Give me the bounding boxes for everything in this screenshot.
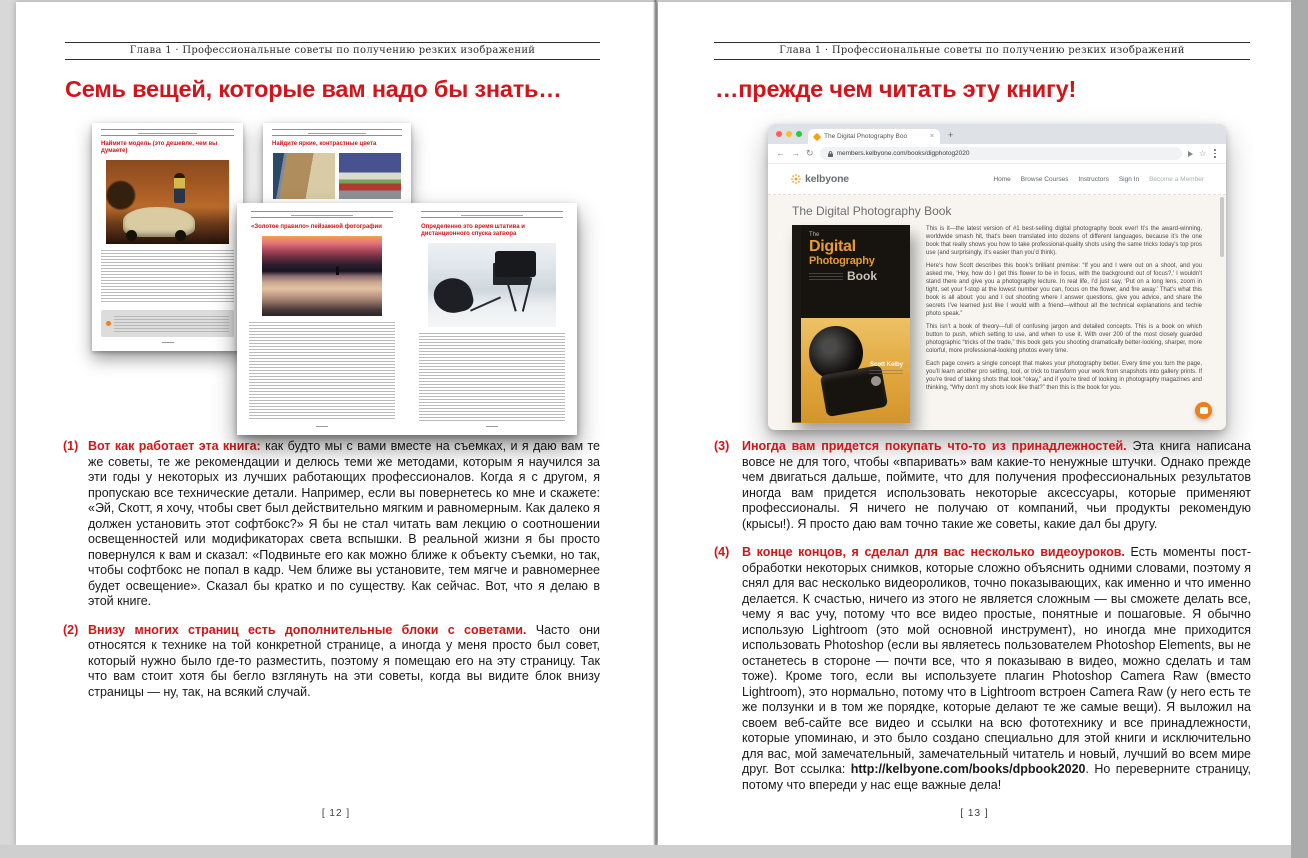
cover-author-lines [869,370,903,376]
zoom-window-button[interactable] [796,131,802,137]
cover-photography: Photography [809,255,875,267]
kelbyone-page-content [768,195,1226,430]
mini-body-text [419,333,565,421]
silhouette-figure [336,266,339,275]
paragraph-text: В конце концов, я сделал для вас несколько видеоуроков. Есть моменты пост-обработки некоторых снимков, которые сложно объяснить одними словами, поэтому я снял для вас несколько видеороликов, точно показывающих, как именно и что именно делается. К счастью, ничего из этого не является сложным — вы сможете делать все, чему я вас учу, потому что все видео простые, понятные и пошаговые. Я обычно использую Lightroom (это мой основной инструмент), но иногда мне приходится использовать Photoshop (если вы являетесь пользователем Photoshop Elements, вы не останетесь в стороне — почти все, что я показываю в видео, можно сделать и там тоже). Кроме того, если вы используете плагин Photoshop Camera Raw (вместо Lightroom), это нормально, потому что в Lightroom встроен Camera Raw (у него есть те же ползунки и в том же порядке, которые делают те же самые вещи). Я выложил на своем веб-сайте все видео и ссылки на всю фототехнику и все принадлежности, которые упоминаю, и это было создано специально для этой книги и исключительно для вас, мой замечательный, замечательный читатель и новый, лучший во всем мире друг. Вот ссылка: http://kelbyone.com/books/dpbook2020. Но переверните страницу, потому что впереди у нас еще важные дела! [742,545,1252,792]
mini-page-number [486,426,498,427]
lock-icon [828,151,833,157]
right-page-title: …прежде чем читать эту книгу! [715,76,1077,102]
chat-button[interactable] [1195,402,1212,419]
paragraph-number: (3) [714,439,730,453]
scrollbar[interactable] [1220,197,1224,257]
tripod-leg [506,277,518,311]
kelbyone-nav [993,176,1204,183]
book-pages-collage [85,120,575,438]
mini-headline: «Золотое правило» пейзажной фотографии [251,224,382,230]
browser-menu-icon[interactable] [1212,149,1218,157]
tripod-leg [522,277,532,312]
mini-body-text [101,250,234,304]
cover-digital: Digital [809,238,856,255]
paragraph-text: Вот как работает эта книга: как будто мы с вами вместе на съемках, и я даю вам те же советы, те же рекомендации и делюсь теми же методами, которым я научился за эти годы у некоторых из лучших работающих профессионалов. Когда я с другом, я пропускаю все технические детали. Например, если вы повернетесь ко мне и скажете: «Эй, Скотт, я хочу, чтобы свет был действительно мягким и равномерным. Как далеко я должен установить этот софтбокс?» Я бы не стал читать вам лекцию о соотношении освещенностей или модификаторах света вспышки. В реальной жизни я бы просто повернулся к вам и сказал: «Подвиньте его как можно ближе к объекту съемки, но так, чтобы софтбокс не попал в кадр. Чем ближе вы установите, тем мягче и равномернее будет освещение». Сказал бы кратко и по существу. Как сейчас. Вот, что я делаю в этой книге. [88,439,600,608]
browser-window-screenshot [768,124,1226,430]
mini-headline: Наймите модель (это дешевле, чем вы думаете) [101,141,218,154]
scooter-wheel [175,230,186,241]
nav-link[interactable]: Sign In [1118,175,1140,183]
mini-chapter-header [101,129,234,136]
tip-icon [106,321,111,326]
browser-tab[interactable] [808,129,940,144]
mini-open-spread [237,203,577,435]
paragraph-1 [63,439,600,610]
mini-chapter-header [251,211,393,218]
url-text: members.kelbyone.com/books/digphotog2020 [836,150,970,157]
background-bottom-strip [0,845,1291,858]
forward-icon[interactable]: → [791,148,800,158]
remote-cord [470,296,501,311]
background-right-strip [1291,0,1308,858]
hand-shape [431,274,477,318]
vespa-scooter-photo [106,160,229,244]
description-paragraph: Here’s how Scott describes this book’s brilliant premise: “If you and I were out on a shoot, and you asked me, ‘Hey, how do I get this flower to be in focus, with the background out of focus?,’ I wouldn’t stand there and give you a photography lecture. In real life, I’d just say, ‘Put on a long lens, zoom in tight, set your f-stop at the lowest number you can, focus on the flower, and fire away.’ That’s what this book is all about: you and I out shooting where I answer questions, give you advice, and share the secrets I’ve learned just like I would with a friend—without all the technical explanations and techie photo speak.” [926,263,1202,317]
nav-link[interactable]: Instructors [1078,175,1109,183]
tripod-remote-photo [428,243,556,327]
paragraph-number: (2) [63,622,79,637]
cover-author: Scott Kelby [869,362,903,369]
right-page [658,2,1291,845]
left-page-title: Семь вещей, которые вам надо бы знать… [65,76,562,102]
book-cover-image [792,225,910,423]
paragraph-3 [714,439,1251,532]
kelbyone-wordmark: kelbyone [805,173,849,185]
kelbyone-favicon [813,132,821,140]
chapter-header: Глава 1 · Профессиональные советы по получению резких изображений [714,42,1250,60]
window-controls [776,131,802,137]
description-paragraph: This is it—the latest version of #1 best-selling digital photography book ever! It’s the award-winning, worldwide smash hit, that’s been translated into dozens of different languages, because it’s the one book that really shows you how to take professional-quality shots using the same tricks today’s top pros use (and surprisingly, it’s easier than you’d think). [926,226,1202,256]
description-paragraph: Each page covers a single concept that makes your photography better. Every time you turn the page, you’ll learn another pro setting, tool, or trick to transform your work from snapshots into gallery prints. If you’re tired of taking shots that look “okay,” and if you’re tired of looking in photography magazines and thinking, “Why don’t my shots look like that?” then this is the book for you. [926,361,1202,391]
left-page-number: [ 12 ] [321,808,351,819]
browser-toolbar [768,144,1226,164]
right-page-paragraphs [714,439,1251,793]
right-page-number: [ 13 ] [960,808,989,819]
mini-headline: Найдите яркие, контрастные цвета [272,141,377,147]
mini-chapter-header [421,211,563,218]
new-tab-button[interactable]: + [948,130,954,140]
chat-icon [1200,407,1208,414]
paragraph-text: Иногда вам придется покупать что-то из принадлежностей. Эта книга написана вовсе не для того, чтобы «впаривать» вам какие-то ненужные штучки. Однако прежде чем двигаться дальше, поймите, что для получения профессиональных результатов иногда вам придется использовать некоторые аксессуары, которые применяют профессионалы. Я ничего не получаю от компаний, чьи продукты рекомендую (крысы!). Я просто даю вам точно такие же советы, какие дал бы другу. [742,439,1251,531]
paragraph-2 [63,623,600,701]
address-bar[interactable] [820,147,1182,160]
photo-blue-wall-crate [339,153,401,199]
share-icon[interactable] [1188,151,1193,157]
nav-link[interactable]: Home [993,175,1011,183]
cover-book: Book [847,269,877,283]
minimize-window-button[interactable] [786,131,792,137]
kelbyone-header [768,164,1226,194]
camera-shape [495,251,536,276]
web-page-heading: The Digital Photography Book [792,204,952,218]
mini-page-number [316,426,328,427]
paragraph-number: (1) [63,439,79,453]
description-paragraph: This isn’t a book of theory—full of confusing jargon and detailed concepts. This is a book on which button to push, which setting to use, and when to use it. With over 200 of the most closely guarded photographic “tricks of the trade,” this book gets you shooting dramatically better-looking, sharper, more colorful, more professional-looking photos every time. [926,324,1202,354]
model-figure [174,173,185,203]
nav-link[interactable]: Become a Member [1149,175,1204,183]
chapter-header: Глава 1 · Профессиональные советы по получению резких изображений [65,42,600,60]
scooter-wheel [126,230,137,241]
mini-body-text [249,322,395,421]
book-description [926,225,1202,423]
kelbyone-burst-icon [790,173,802,185]
back-icon[interactable]: ← [776,148,785,158]
tip-text [114,316,229,332]
photo-calligraphy [273,153,335,199]
left-page-paragraphs [63,439,600,700]
bookmark-star-icon[interactable]: ☆ [1199,148,1207,158]
tab-title: The Digital Photography Boo [824,133,908,140]
paragraph-number: (4) [714,545,730,559]
mini-page-tripod [407,203,577,435]
paragraph-4 [714,545,1251,793]
mini-page-golden-rule [237,203,407,435]
tab-close-icon[interactable]: × [929,133,934,140]
close-window-button[interactable] [776,131,782,137]
tip-box [101,310,234,337]
book-spine [792,225,801,423]
paragraph-text: Внизу многих страниц есть дополнительные блоки с советами. Часто они относятся к технике на той конкретной странице, а иногда у меня просто был совет, который нужно было где-то разместить, поэтому я помещаю его на эту страницу. Так что вам стоит хотя бы бегло взглянуть на эти советы, когда вы видите блок внизу страницы — ну, так, на всякий случай. [88,622,600,699]
kelbyone-logo[interactable] [790,173,849,185]
mini-page-number [162,342,174,343]
nav-link[interactable]: Browse Courses [1020,175,1069,183]
left-page [16,2,656,845]
mini-chapter-header [272,129,402,136]
sunset-landscape-photo [262,236,382,316]
cover-the: The [809,232,820,238]
mini-page-hire-model [92,123,243,351]
browser-tab-strip [768,124,1226,144]
mini-headline: Определенно это время штатива и дистанционного спуска затвора [421,224,525,237]
reload-icon[interactable]: ↻ [806,148,814,158]
cover-subtitle-lines [809,273,843,282]
book-cover-front [801,225,910,423]
